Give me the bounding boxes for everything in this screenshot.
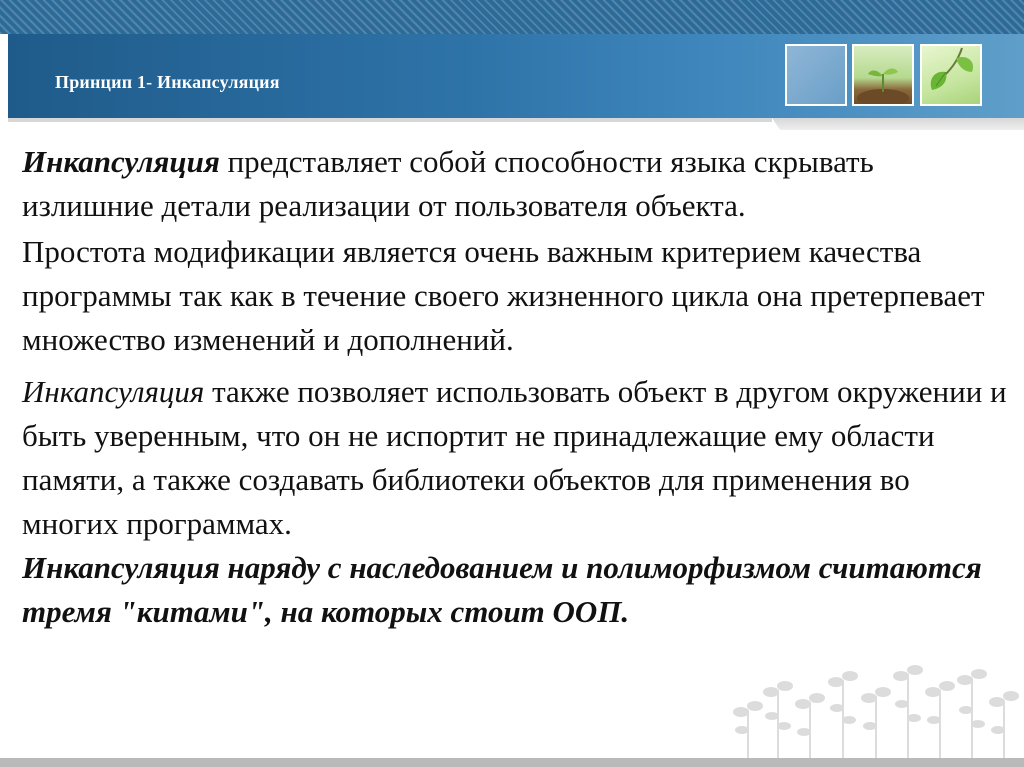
bottom-bar (0, 758, 1024, 767)
blank-thumbnail (785, 44, 847, 106)
plants-decoration (728, 650, 1024, 758)
sprout-icon (854, 46, 912, 104)
leaf-thumbnail (920, 44, 982, 106)
paragraph-definition (22, 140, 1012, 228)
paragraph-modification: Простота модификации является очень важным критерием качества программы так как в течение своего жизненного цикла она претерпевает множество изменений и дополнений. (22, 234, 985, 357)
leaf-icon (922, 46, 980, 104)
header-divider (8, 118, 772, 122)
term-encapsulation-italic: Инкапсуляция (22, 374, 205, 409)
sprout-thumbnail (852, 44, 914, 106)
reuse-text: также позволяет использовать объект в другом окружении и быть уверенным, что он не испортит не принадлежащие ему области памяти, а также создавать библиотеки объектов для применения во многих программах. (22, 374, 1007, 541)
paragraph-oop-pillars: Инкапсуляция наряду с наследованием и полиморфизмом считаются тремя "китами", на которых стоит ООП. (22, 550, 982, 629)
slide-body (22, 140, 1012, 634)
definition-text: представляет собой способности языка скрывать излишние детали реализации от пользователя объекта. (22, 144, 874, 223)
term-encapsulation: Инкапсуляция (22, 144, 220, 179)
top-decorative-stripe (0, 0, 1024, 34)
header-left-edge (0, 34, 8, 118)
paragraph-reuse (22, 370, 1012, 546)
slide-title: Принцип 1- Инкапсуляция (55, 72, 280, 92)
header-divider-wedge (772, 118, 1024, 130)
